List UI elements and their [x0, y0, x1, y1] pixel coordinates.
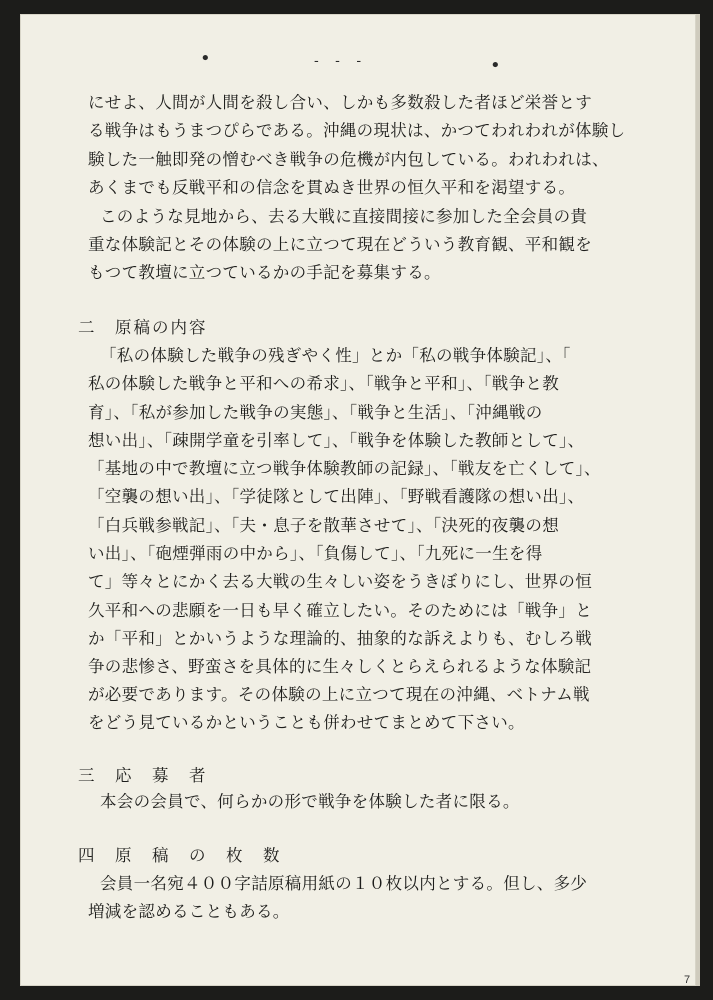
text-line: 私の体験した戦争と平和への希求」、「戦争と平和」、「戦争と教 — [88, 374, 559, 393]
text-line: 「私の体験した戦争の残ぎやく性」とか「私の戦争体験記」、「 — [100, 346, 571, 365]
text-line: か「平和」とかいうような理論的、抽象的な訴えよりも、むしろ戦 — [88, 629, 592, 648]
punch-mark-right: • — [490, 55, 501, 76]
text-line: る戦争はもうまつぴらである。沖縄の現状は、かつてわれわれが体験し — [88, 121, 626, 140]
section-heading-applicants: 三 応 募 者 — [78, 766, 208, 785]
text-line: 重な体験記とその体験の上に立つて現在どういう教育観、平和観を — [88, 235, 592, 254]
text-line: 本会の会員で、何らかの形で戦争を体験した者に限る。 — [100, 792, 520, 811]
text-line: い出」、「砲煙弾雨の中から」、「負傷して」、「九死に一生を得 — [88, 544, 543, 563]
text-line: もつて教壇に立つているかの手記を募集する。 — [88, 263, 441, 282]
text-line: 験した一触即発の憎むべき戦争の危機が内包している。われわれは、 — [88, 150, 609, 169]
text-line: をどう見ているかということも併わせてまとめて下さい。 — [88, 713, 525, 732]
text-line: が必要であります。その体験の上に立つて現在の沖縄、ベトナム戦 — [88, 685, 590, 704]
text-line: 「空襲の想い出」、「学徒隊として出陣」、「野戦看護隊の想い出」、 — [88, 487, 585, 506]
punch-mark-center: - - - — [314, 53, 368, 69]
page-number: 7 — [684, 974, 691, 986]
text-line: 「白兵戦参戦記」、「夫・息子を散華させて」、「決死的夜襲の想 — [88, 516, 559, 535]
section-heading-content: 二 原稿の内容 — [78, 318, 208, 337]
text-line: 育」、「私が参加した戦争の実態」、「戦争と生活」、「沖縄戦の — [88, 403, 543, 422]
section-heading-page-count: 四 原 稿 の 枚 数 — [78, 846, 282, 865]
text-line: あくまでも反戦平和の信念を貫ぬき世界の恒久平和を渇望する。 — [88, 178, 576, 197]
text-line: 想い出」、「疎開学童を引率して」、「戦争を体験した教師として」、 — [88, 431, 585, 450]
text-line: 争の悲惨さ、野蛮さを具体的に生々しくとらえられるような体験記 — [88, 657, 592, 676]
punch-mark-left: • — [200, 48, 211, 69]
page-edge — [696, 14, 700, 986]
text-line: 久平和への悲願を一日も早く確立したい。そのためには「戦争」と — [88, 601, 592, 620]
text-line: このような見地から、去る大戦に直接間接に参加した全会員の貴 — [100, 207, 588, 226]
text-line: 増減を認めることもある。 — [88, 902, 290, 921]
text-line: て」等々とにかく去る大戦の生々しい姿をうきぼりにし、世界の恒 — [88, 572, 592, 591]
text-line: 「基地の中で教壇に立つ戦争体験教師の記録」、「戦友を亡くして」、 — [88, 459, 601, 478]
text-line: にせよ、人間が人間を殺し合い、しかも多数殺した者ほど栄誉とす — [88, 93, 592, 112]
text-line: 会員一名宛４００字詰原稿用紙の１０枚以内とする。但し、多少 — [100, 874, 588, 893]
